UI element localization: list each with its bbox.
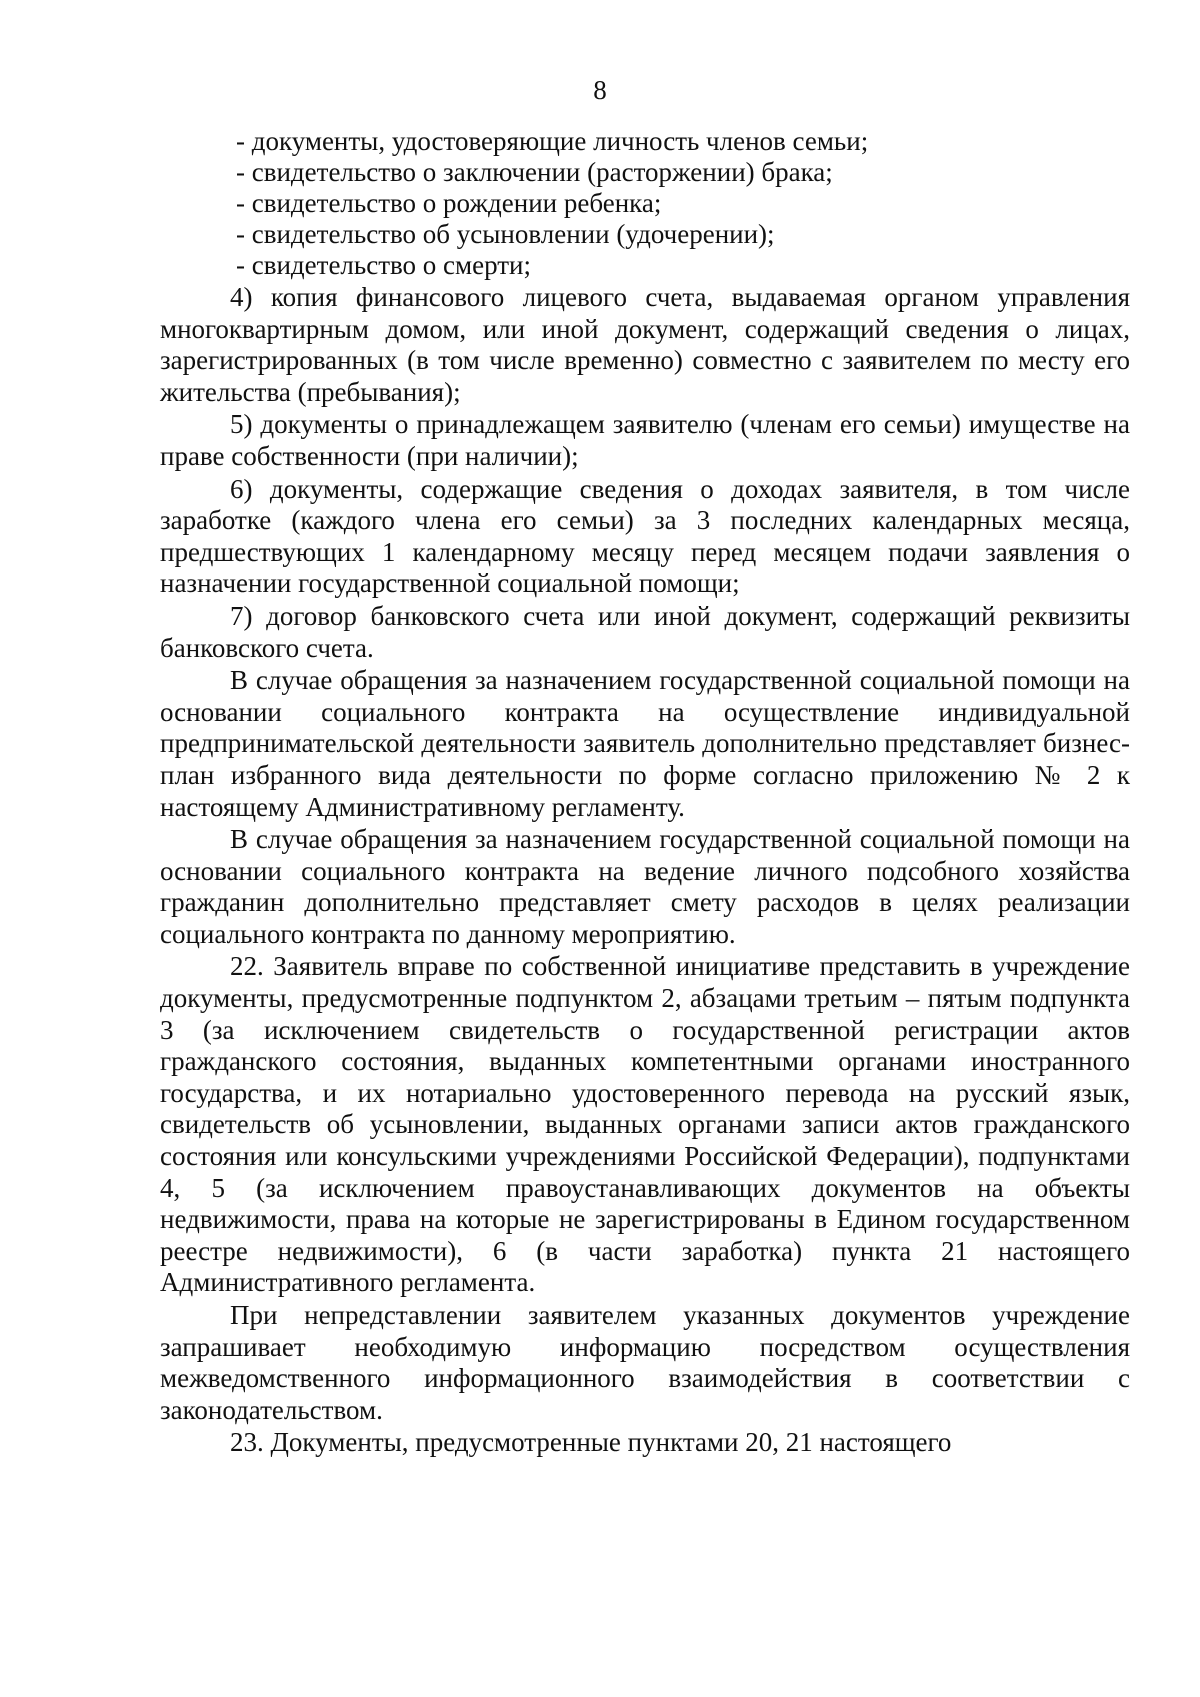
list-item: - свидетельство о смерти;: [236, 250, 532, 280]
list-item: - свидетельство об усыновлении (удочерении);: [236, 219, 775, 249]
list-item: - свидетельство о рождении ребенка;: [236, 188, 662, 218]
paragraph-item-7: 7) договор банковского счета или иной документ, содержащий реквизиты банковского счета.: [160, 600, 1130, 663]
paragraph-household-budget: В случае обращения за назначением государственной социальной помощи на основании социального контракта на ведение личного подсобного хозяйства гражданин дополнительно представляет смету расходов в целях реализации социального контракта по данному мероприятию.: [160, 824, 1130, 949]
page-number: 8: [593, 75, 607, 105]
paragraph-interagency-request: При непредставлении заявителем указанных документов учреждение запрашивает необходимую информацию посредством осуществления межведомственного информационного взаимодействия в соответствии с законодательством.: [160, 1300, 1130, 1425]
paragraph-item-4: 4) копия финансового лицевого счета, выдаваемая органом управления многоквартирным домом, или иной документ, содержащий сведения о лицах, зарегистрированных (в том числе временно) совместно с заявителем по месту его жительства (пребывания);: [160, 282, 1130, 407]
paragraph-business-plan: В случае обращения за назначением государственной социальной помощи на основании социального контракта на осуществление индивидуальной предпринимательской деятельности заявитель дополнительно представляет бизнес-план избранного вида деятельности по форме согласно приложению № 2 к настоящему Административному регламенту.: [160, 665, 1130, 822]
paragraph-clause-22: 22. Заявитель вправе по собственной инициативе представить в учреждение документы, предусмотренные подпунктом 2, абзацами третьим – пятым подпункта 3 (за исключением свидетельств о государственной регистрации актов гражданского состояния, выданных компетентными органами иностранного государства, и их нотариально удостоверенного перевода на русский язык, свидетельств об усыновлении, выданных органами записи актов гражданского состояния или консульскими учреждениями Российской Федерации), подпунктами 4, 5 (за исключением правоустанавливающих документов на объекты недвижимости, права на которые не зарегистрированы в Едином государственном реестре недвижимости), 6 (в части заработка) пункта 21 настоящего Административного регламента.: [160, 951, 1130, 1298]
paragraph-clause-23: 23. Документы, предусмотренные пунктами 20, 21 настоящего: [230, 1427, 952, 1458]
paragraph-item-6: 6) документы, содержащие сведения о доходах заявителя, в том числе заработке (каждого члена его семьи) за 3 последних календарных месяца, предшествующих 1 календарному месяцу перед месяцем подачи заявления о назначении государственной социальной помощи;: [160, 473, 1130, 599]
document-body: [160, 126, 1130, 1459]
list-item: - документы, удостоверяющие личность членов семьи;: [236, 126, 869, 156]
paragraph-item-5: 5) документы о принадлежащем заявителю (членам его семьи) имуществе на праве собственности (при наличии);: [160, 409, 1130, 471]
list-item: - свидетельство о заключении (расторжении) брака;: [236, 157, 833, 187]
